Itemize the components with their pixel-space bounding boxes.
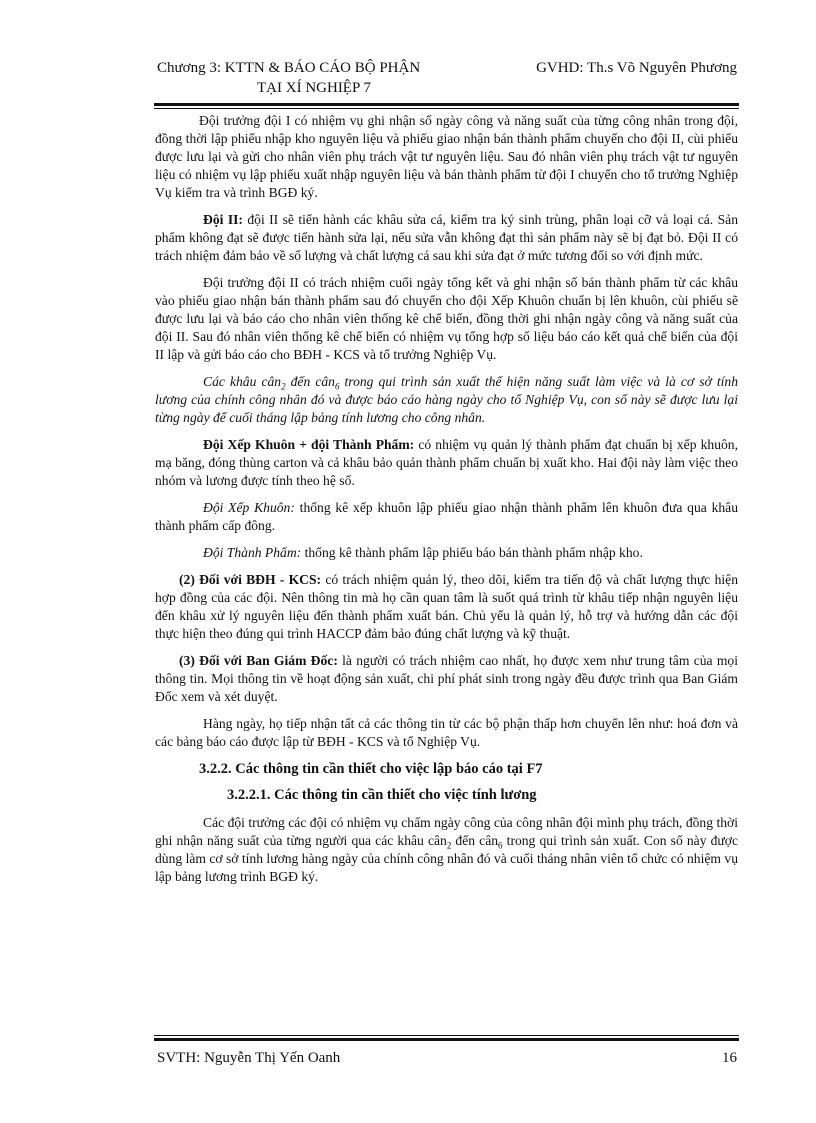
body-content — [155, 112, 738, 895]
section-heading: 3.2.2. Các thông tin cần thiết cho việc lập báo cáo tại F7 — [199, 761, 543, 777]
paragraph: Đội Xếp Khuôn + đội Thành Phẩm: có nhiệm vụ quản lý thành phẩm đạt chuẩn bị xếp khuôn, mạ băng, đóng thùng carton và cả khâu bảo quản thành phẩm chuẩn bị xuất kho. Hai đội này làm việc theo nhóm và lương được tính theo hệ số. — [155, 437, 739, 488]
paragraph: Đội Thành Phẩm: thống kê thành phẩm lập phiếu báo bán thành phẩm nhập kho. — [203, 545, 643, 560]
paragraph-label: Đội Xếp Khuôn + đội Thành Phẩm: — [203, 437, 415, 452]
paragraph-label: Đội II: — [203, 212, 243, 227]
paragraph: (2) Đối với BĐH - KCS: có trách nhiệm quản lý, theo dõi, kiểm tra tiến độ và chất lượng thực hiện hợp đồng của các đội. Nên thông tin mà họ cần quan tâm là suốt quá trình từ khâu tiếp nhận nguyên liệu đến khâu xử lý nguyên liệu đến thành phẩm xuất bán. Chủ yếu là quản lý, hỗ trợ và hướng dẫn các đội thực hiện theo đúng qui trình HACCP đảm bảo đúng chất lượng và kỹ thuật. — [155, 572, 739, 641]
page-footer — [157, 1050, 737, 1067]
paragraph: (3) Đối với Ban Giám Đốc: là người có trách nhiệm cao nhất, họ được xem như trung tâm của mọi thông tin. Mọi thông tin về hoạt động sản xuất, chi phí phát sinh trong ngày đều được trình qua Ban Giám Đốc xem và xét duyệt. — [155, 653, 738, 704]
paragraph: Đội trưởng đội I có nhiệm vụ ghi nhận số ngày công và năng suất của từng công nhân trong đội, đồng thời lập phiếu nhập kho nguyên liệu và phiếu giao nhận bán thành phẩm chuyển cho đội II, cùi phiếu được lưu lại và gửi cho nhân viên phụ trách vật tư nguyên liệu. Sau đó nhân viên phụ trách vật tư nguyên liệu có nhiệm vụ lập phiếu xuất nhập nguyên liệu và bán thành phẩm từ đội I chuyển cho tổ trưởng Nghiệp Vụ kiểm tra và trình BGĐ ký. — [155, 113, 738, 200]
paragraph: Đội Xếp Khuôn: thống kê xếp khuôn lập phiếu giao nhận thành phẩm lên khuôn đưa qua khâu thành phẩm cấp đông. — [155, 500, 738, 533]
chapter-title — [157, 58, 487, 98]
paragraph: Đội II: đội II sẽ tiến hành các khâu sửa cá, kiểm tra ký sinh trùng, phân loại cỡ và loại cá. Sản phẩm không đạt sẽ được tiến hành sửa lại, nếu sửa vẫn không đạt thì sản phẩm này sẽ bị đạt bỏ. Đội II có trách nhiệm đảm bảo về số lượng và chất lượng cá sau khi sửa đạt ở mức tương đối so với định mức. — [155, 212, 738, 263]
paragraph-label: Đội Thành Phẩm: — [203, 545, 302, 560]
paragraph: Các đội trưởng các đội có nhiệm vụ chấm ngày công của công nhân đội mình phụ trách, đồng thời ghi nhận năng suất của từng người qua các khâu cân$_2$ đến cân$_6$ trong qui trình sản xuất. Con số này được dùng làm cơ sở tính lương hàng ngày của chính công nhân đó và cuối tháng nhân viên tổ chức có nhiệm vụ lập bảng lương trình BGĐ ký. — [155, 815, 738, 884]
paragraph-label: Đội Xếp Khuôn: — [203, 500, 295, 515]
advisor-name: GVHD: Th.s Võ Nguyên Phương — [536, 60, 737, 76]
chapter-title-line1: Chương 3: KTTN & BÁO CÁO BỘ PHẬN — [157, 60, 421, 76]
student-name: SVTH: Nguyễn Thị Yến Oanh — [157, 1050, 341, 1066]
footer-rule — [154, 1035, 739, 1041]
paragraph: Các khâu cân$_2$ đến cân$_6$ trong qui trình sản xuất thể hiện năng suất làm việc và là cơ sở tính lương của chính công nhân đó và được báo cáo hàng ngày cho tổ Nghiệp Vụ, con số này sẽ được lưu lại từng ngày để cuối tháng lập bảng tính lương cho công nhân. — [155, 374, 739, 425]
paragraph-label: (2) Đối với BĐH - KCS: — [179, 572, 322, 587]
subsection-heading: 3.2.2.1. Các thông tin cần thiết cho việc tính lương — [227, 787, 537, 803]
page-number: 16 — [722, 1050, 737, 1066]
paragraph-label: (3) Đối với Ban Giám Đốc: — [179, 653, 338, 668]
header-rule — [154, 103, 739, 109]
chapter-title-line2: TẠI XÍ NGHIỆP 7 — [257, 80, 372, 96]
paragraph: Hàng ngày, họ tiếp nhận tất cả các thông tin từ các bộ phận thấp hơn chuyển lên như: hoá đơn và các bảng báo cáo được lập từ BĐH - KCS và tổ Nghiệp Vụ. — [155, 716, 738, 749]
paragraph: Đội trưởng đội II có trách nhiệm cuối ngày tổng kết và ghi nhận số bán thành phẩm từ các khâu vào phiếu giao nhận bán thành phẩm sau đó chuyển cho đội Xếp Khuôn chuẩn bị lên khuôn, cùi phiếu sẽ được lưu lại và báo cáo cho nhân viên thống kê chế biến, đồng thời ghi nhận ngày công và năng suất của đội II. Sau đó nhân viên thống kê chế biến có nhiệm vụ tổng hợp số liệu báo cáo kết quả chế biến của đội II lập và gửi báo cáo cho BĐH - KCS và tổ trưởng Nghiệp Vụ. — [155, 275, 738, 362]
